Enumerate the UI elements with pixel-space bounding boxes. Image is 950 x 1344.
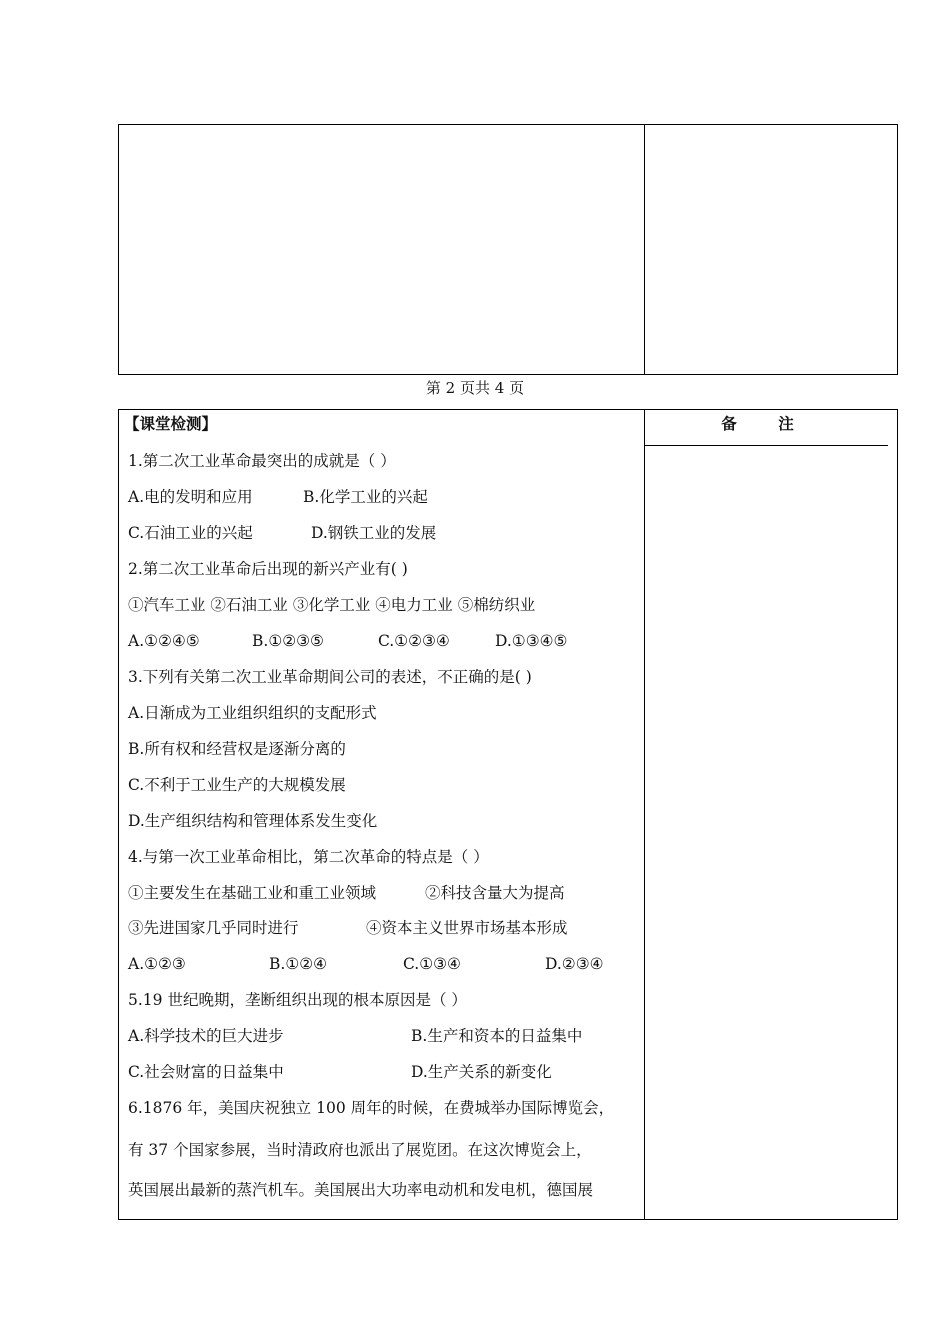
question-5-option-d: D.生产关系的新变化: [411, 1063, 552, 1081]
question-3-option-d: D.生产组织结构和管理体系发生变化: [128, 812, 378, 830]
question-3-option-a: A.日渐成为工业组织组织的支配形式: [128, 704, 377, 722]
question-3-stem: 3.下列有关第二次工业革命期间公司的表述，不正确的是( ): [128, 668, 532, 686]
question-4-option-b: B.①②④: [269, 955, 328, 973]
top-table: [118, 124, 898, 375]
question-6-line-3: 英国展出最新的蒸汽机车。美国展出大功率电动机和发电机，德国展: [128, 1181, 594, 1199]
question-1-option-d: D.钢铁工业的发展: [311, 524, 437, 542]
question-1-stem: 1.第二次工业革命最突出的成就是（ ）: [128, 452, 396, 470]
section-title: 【课堂检测】: [124, 414, 218, 433]
question-6-line-2: 有 37 个国家参展，当时清政府也派出了展览团。在这次博览会上，: [128, 1141, 592, 1159]
notes-title: 备 注: [721, 414, 812, 433]
question-3-option-b: B.所有权和经营权是逐渐分离的: [128, 740, 346, 758]
question-5-option-c: C.社会财富的日益集中: [128, 1063, 284, 1081]
question-4-option-a: A.①②③: [128, 955, 186, 973]
question-5-option-b: B.生产和资本的日益集中: [411, 1027, 583, 1045]
question-4-item-1: ①主要发生在基础工业和重工业领域: [128, 884, 377, 902]
question-2-option-d: D.①③④⑤: [495, 632, 568, 650]
question-2-option-c: C.①②③④: [378, 632, 450, 650]
question-4-option-c: C.①③④: [403, 955, 461, 973]
question-2-option-a: A.①②④⑤: [128, 632, 200, 650]
question-4-item-3: ③先进国家几乎同时进行: [128, 919, 299, 937]
question-4-item-4: ④资本主义世界市场基本形成: [366, 919, 568, 937]
question-4-option-d: D.②③④: [545, 955, 604, 973]
question-5-stem: 5.19 世纪晚期，垄断组织出现的根本原因是（ ）: [128, 991, 467, 1009]
exercise-table-divider: [644, 409, 645, 1220]
question-6-line-1: 6.1876 年，美国庆祝独立 100 周年的时候，在费城举办国际博览会，: [128, 1099, 615, 1117]
top-table-divider: [644, 124, 645, 375]
question-2-option-b: B.①②③⑤: [252, 632, 324, 650]
question-3-option-c: C.不利于工业生产的大规模发展: [128, 776, 346, 794]
question-2-stem: 2.第二次工业革命后出现的新兴产业有( ): [128, 560, 408, 578]
question-1-option-c: C.石油工业的兴起: [128, 524, 253, 542]
question-1-option-a: A.电的发明和应用: [128, 488, 253, 506]
question-4-item-2: ②科技含量大为提高: [425, 884, 565, 902]
question-4-stem: 4.与第一次工业革命相比，第二次革命的特点是（ ）: [128, 848, 489, 866]
question-2-items: ①汽车工业 ②石油工业 ③化学工业 ④电力工业 ⑤棉纺织业: [128, 596, 536, 614]
page-number: 第 2 页共 4 页: [425, 379, 525, 397]
notes-header-underline: [645, 445, 888, 446]
question-5-option-a: A.科学技术的巨大进步: [128, 1027, 284, 1045]
question-1-option-b: B.化学工业的兴起: [303, 488, 428, 506]
